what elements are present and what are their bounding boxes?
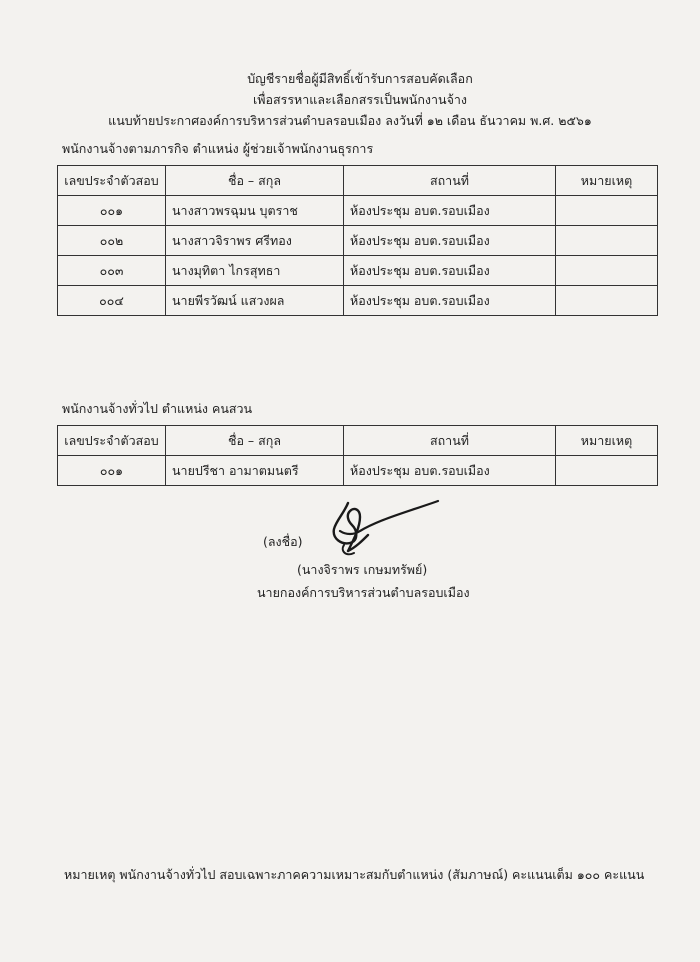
signatory-name: (นางจิราพร เกษมทรัพย์) [297,562,428,577]
document-title-line1: บัญชีรายชื่อผู้มีสิทธิ์เข้ารับการสอบคัดเลือก [247,71,473,86]
cell-note [556,456,658,486]
section-heading-general-staff: พนักงานจ้างทั่วไป ตำแหน่ง คนสวน [62,401,253,416]
table-header-row [58,166,658,196]
cell-id: ๐๐๑ [58,456,166,486]
cell-id: ๐๐๓ [58,256,166,286]
remark-note: หมายเหตุ พนักงานจ้างทั่วไป สอบเฉพาะภาคความเหมาะสมกับตำแหน่ง (สัมภาษณ์) คะแนนเต็ม ๑๐๐ คะแนน [64,867,645,882]
section-heading-contract-staff: พนักงานจ้างตามภารกิจ ตำแหน่ง ผู้ช่วยเจ้าพนักงานธุรการ [62,141,374,156]
column-header-name: ชื่อ – สกุล [166,166,344,196]
table-row [58,456,658,486]
cell-place: ห้องประชุม อบต.รอบเมือง [344,286,556,316]
table-row [58,256,658,286]
cell-name: นายพีรวัฒน์ แสวงผล [166,286,344,316]
column-header-name: ชื่อ – สกุล [166,426,344,456]
roster-table-general-staff [57,425,658,486]
column-header-place: สถานที่ [344,426,556,456]
cell-name: นายปรีชา อามาตมนตรี [166,456,344,486]
column-header-note: หมายเหตุ [556,166,658,196]
cell-note [556,196,658,226]
cell-name: นางมุทิตา ไกรสุทธา [166,256,344,286]
handwritten-signature [320,495,440,565]
cell-id: ๐๐๑ [58,196,166,226]
column-header-note: หมายเหตุ [556,426,658,456]
cell-name: นางสาวพรฉุมน บุตราช [166,196,344,226]
table-row [58,196,658,226]
cell-note [556,286,658,316]
cell-note [556,226,658,256]
signatory-position: นายกองค์การบริหารส่วนตำบลรอบเมือง [257,585,470,600]
column-header-id: เลขประจำตัวสอบ [58,426,166,456]
cell-name: นางสาวจิราพร ศรีทอง [166,226,344,256]
cell-place: ห้องประชุม อบต.รอบเมือง [344,226,556,256]
cell-note [556,256,658,286]
table-header-row [58,426,658,456]
cell-place: ห้องประชุม อบต.รอบเมือง [344,456,556,486]
cell-id: ๐๐๔ [58,286,166,316]
table-row [58,226,658,256]
roster-table-contract-staff [57,165,658,316]
column-header-id: เลขประจำตัวสอบ [58,166,166,196]
cell-id: ๐๐๒ [58,226,166,256]
column-header-place: สถานที่ [344,166,556,196]
signature-label: (ลงชื่อ) [263,534,303,549]
document-title-line2: เพื่อสรรหาและเลือกสรรเป็นพนักงานจ้าง [252,92,468,107]
cell-place: ห้องประชุม อบต.รอบเมือง [344,256,556,286]
cell-place: ห้องประชุม อบต.รอบเมือง [344,196,556,226]
document-title-line3: แนบท้ายประกาศองค์การบริหารส่วนตำบลรอบเมือง ลงวันที่ ๑๒ เดือน ธันวาคม พ.ศ. ๒๕๖๑ [108,113,592,128]
table-row [58,286,658,316]
